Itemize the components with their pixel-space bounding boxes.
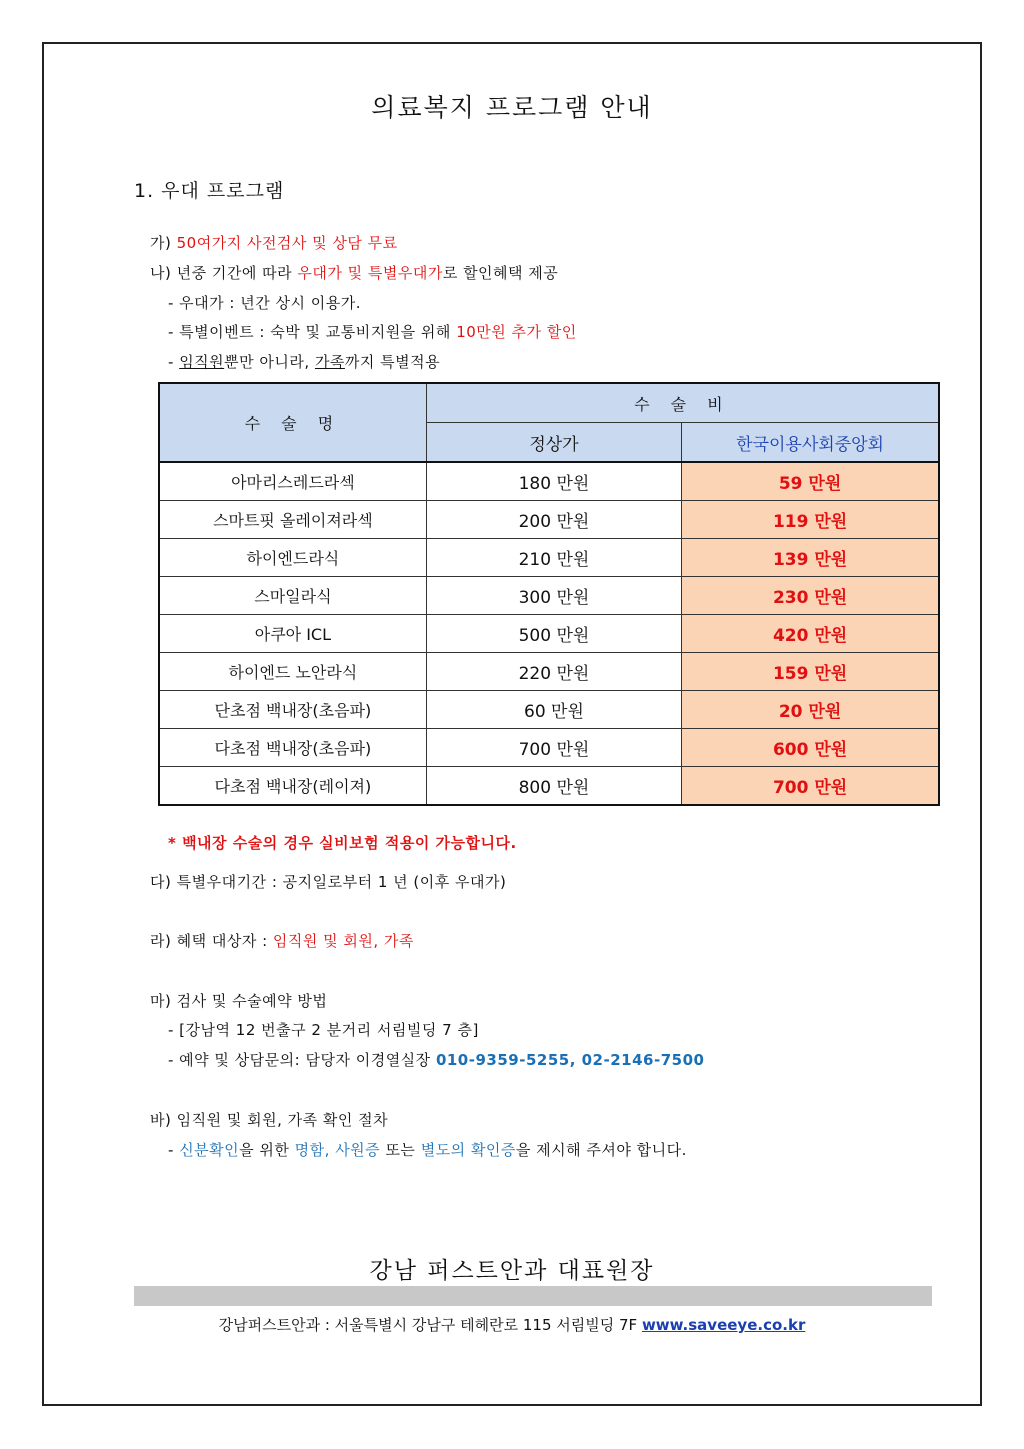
cell-name: 단초점 백내장(초음파): [159, 691, 426, 729]
item-udaega: - 우대가 : 년간 상시 이용가.: [168, 294, 361, 312]
section-heading: 1. 우대 프로그램: [134, 180, 285, 202]
item-ra-prefix: 라) 혜택 대상자 :: [150, 932, 273, 950]
item-na-prefix: 나) 년중 기간에 따라: [150, 264, 298, 282]
item-ma-contact: [168, 1049, 704, 1070]
item-family-c: 가족: [314, 353, 345, 371]
table-row: [159, 653, 939, 691]
ba-p3: 별도의 확인증: [420, 1141, 516, 1159]
cell-name: 다초점 백내장(레이져): [159, 767, 426, 806]
cell-regular: 60 만원: [426, 691, 681, 729]
cell-regular: 180 만원: [426, 462, 681, 501]
table-row: [159, 691, 939, 729]
footer: [0, 1314, 1024, 1335]
item-event-highlight: 10만원 추가 할인: [456, 323, 577, 341]
table-row: [159, 462, 939, 501]
cell-discount: 600 만원: [682, 729, 939, 767]
ba-t2: 또는: [380, 1141, 421, 1159]
page-title: 의료복지 프로그램 안내: [371, 93, 653, 122]
cell-name: 아쿠아 ICL: [159, 615, 426, 653]
item-family-dash: -: [168, 353, 180, 371]
cell-name: 하이엔드라식: [159, 539, 426, 577]
item-da: 다) 특별우대기간 : 공지일로부터 1 년 (이후 우대가): [150, 873, 507, 891]
col-header-cost: 수 술 비: [426, 383, 939, 423]
ba-p2: 명함, 사원증: [294, 1141, 381, 1159]
item-ga-prefix: 가): [150, 234, 177, 252]
cell-discount: 139 만원: [682, 539, 939, 577]
cell-regular: 700 만원: [426, 729, 681, 767]
item-family-d: 까지 특별적용: [344, 353, 441, 371]
footer-divider-bar: [134, 1286, 932, 1306]
cell-discount: 230 만원: [682, 577, 939, 615]
table-row: [159, 615, 939, 653]
cell-discount: 119 만원: [682, 501, 939, 539]
item-ma-location: - [강남역 12 번출구 2 분거리 서림빌딩 7 층]: [168, 1021, 479, 1039]
item-family-b: 뿐만 아니라,: [224, 353, 315, 371]
ba-t3: 을 제시해 주셔야 합니다.: [515, 1141, 687, 1159]
cell-discount: 59 만원: [682, 462, 939, 501]
item-family: [168, 351, 440, 372]
ba-dash: -: [168, 1141, 180, 1159]
item-na: [150, 262, 558, 283]
item-event-prefix: - 특별이벤트 : 숙박 및 교통비지원을 위해: [168, 323, 457, 341]
cell-regular: 220 만원: [426, 653, 681, 691]
item-ra-highlight: 임직원 및 회원, 가족: [272, 932, 414, 950]
cell-regular: 500 만원: [426, 615, 681, 653]
ba-p1: 신분확인: [179, 1141, 240, 1159]
cell-regular: 300 만원: [426, 577, 681, 615]
table-row: [159, 577, 939, 615]
col-header-name: 수 술 명: [159, 383, 426, 462]
cell-name: 다초점 백내장(초음파): [159, 729, 426, 767]
cell-name: 스마트핏 올레이져라섹: [159, 501, 426, 539]
cell-regular: 210 만원: [426, 539, 681, 577]
cell-name: 하이엔드 노안라식: [159, 653, 426, 691]
item-event: [168, 321, 577, 342]
cell-name: 아마리스레드라섹: [159, 462, 426, 501]
col-header-regular: 정상가: [426, 423, 681, 463]
price-rows: [159, 462, 939, 805]
contact-phone: 010-9359-5255, 02-2146-7500: [435, 1051, 705, 1069]
col-header-discount: 한국이용사회중앙회: [682, 423, 939, 463]
footer-address: 강남퍼스트안과 : 서울특별시 강남구 테헤란로 115 서림빌딩 7F: [218, 1316, 642, 1334]
item-ba-detail: [168, 1139, 687, 1160]
table-row: [159, 767, 939, 806]
ba-t1: 을 위한: [239, 1141, 295, 1159]
item-na-highlight: 우대가 및 특별우대가: [297, 264, 443, 282]
cell-discount: 159 만원: [682, 653, 939, 691]
price-table: [158, 382, 940, 806]
contact-prefix: - 예약 및 상담문의: 담당자 이경열실장: [168, 1051, 436, 1069]
table-row: [159, 539, 939, 577]
table-row: [159, 501, 939, 539]
cell-name: 스마일라식: [159, 577, 426, 615]
note-cataract: * 백내장 수술의 경우 실비보험 적용이 가능합니다.: [168, 834, 517, 852]
item-ga-highlight: 50여가지 사전검사 및 상담 무료: [176, 234, 398, 252]
item-ra: [150, 930, 414, 951]
item-family-a: 임직원: [179, 353, 225, 371]
item-ma-heading: 마) 검사 및 수술예약 방법: [150, 992, 328, 1010]
cell-discount: 700 만원: [682, 767, 939, 806]
item-na-suffix: 로 할인혜택 제공: [442, 264, 559, 282]
cell-regular: 800 만원: [426, 767, 681, 806]
item-ga: [150, 232, 398, 253]
table-row: [159, 729, 939, 767]
footer-url-link[interactable]: www.saveeye.co.kr: [641, 1316, 806, 1334]
cell-regular: 200 만원: [426, 501, 681, 539]
signature: 강남 퍼스트안과 대표원장: [369, 1258, 655, 1284]
cell-discount: 420 만원: [682, 615, 939, 653]
cell-discount: 20 만원: [682, 691, 939, 729]
item-ba-heading: 바) 임직원 및 회원, 가족 확인 절차: [150, 1111, 389, 1129]
